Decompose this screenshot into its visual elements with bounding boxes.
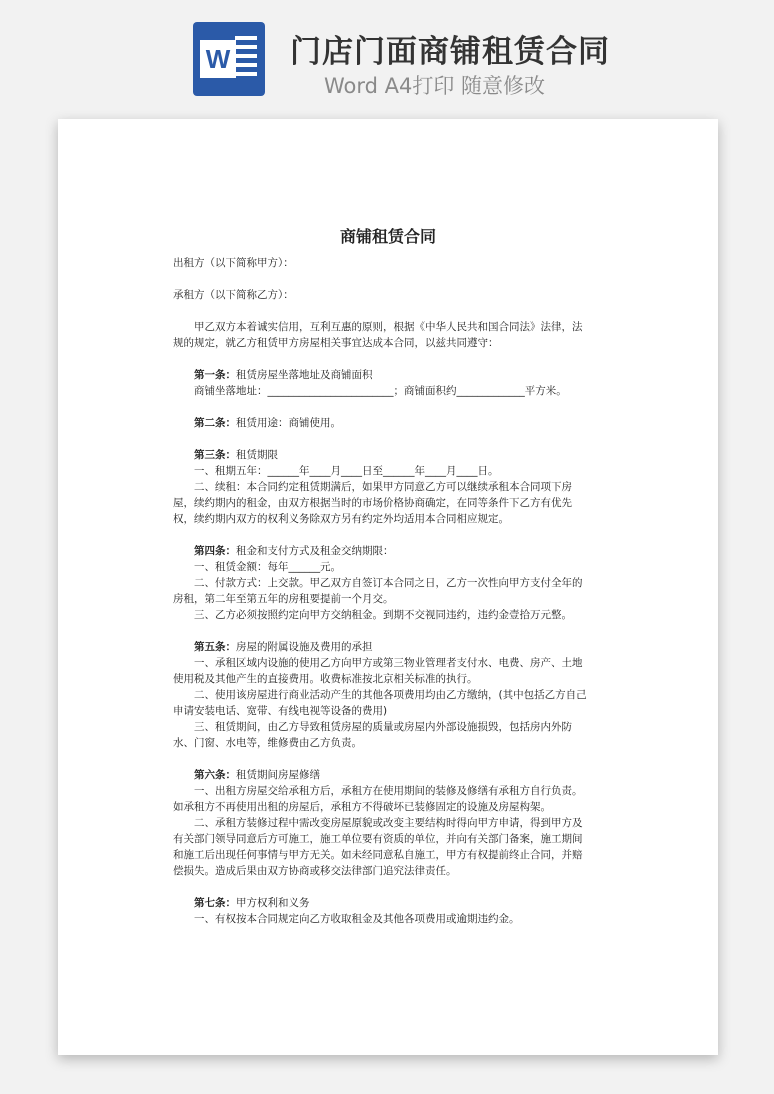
- article-line: 商铺坐落地址：________________________；商铺面积约_____________平方米。: [194, 385, 567, 397]
- article-line: 一、租期五年：______年____月____日至______年____月____日。: [194, 465, 499, 477]
- article-label: 第七条：: [194, 897, 236, 909]
- article-title: 甲方权利和义务: [236, 897, 310, 909]
- article-label: 第一条：: [194, 369, 236, 381]
- article-2-heading: [173, 415, 603, 431]
- document-page: [58, 119, 718, 1055]
- article-title: 租金和支付方式及租金交纳期限：: [236, 545, 394, 557]
- document-title: 商铺租赁合同: [339, 227, 436, 246]
- header-subtitle: Word A4打印 随意修改: [324, 74, 546, 98]
- article-line: 三、乙方必须按照约定向甲方交纳租金。到期不交视同违约，违约金壹拾万元整。: [194, 609, 572, 621]
- article-line: 使用税及其他产生的直接费用。收费标准按北京相关标准的执行。: [173, 673, 478, 685]
- article-7-heading: [173, 895, 603, 911]
- article-3-heading: [173, 447, 603, 463]
- article-line: 权，续约期内双方的权利义务除双方另有约定外均适用本合同相应规定。: [173, 513, 509, 525]
- article-line: 和施工后出现任何事情与甲方无关。如未经同意私自施工，甲方有权提前终止合同，并赔: [173, 849, 583, 861]
- article-line: 二、使用该房屋进行商业活动产生的其他各项费用均由乙方缴纳，(其中包括乙方自己: [194, 689, 587, 701]
- article-label: 第五条：: [194, 641, 236, 653]
- article-title: 房屋的附属设施及费用的承担: [236, 641, 373, 653]
- article-line: 水、门窗、水电等，维修费由乙方负责。: [173, 737, 362, 749]
- header: [0, 0, 774, 110]
- article-1-heading: [173, 367, 603, 383]
- article-title: 租赁房屋坐落地址及商铺面积: [236, 369, 373, 381]
- article-title: 租赁用途：商铺使用。: [236, 417, 341, 429]
- article-line: 三、租赁期间，由乙方导致租赁房屋的质量或房屋内外部设施损毁，包括房内外防: [194, 721, 572, 733]
- article-5-heading: [173, 639, 603, 655]
- article-title: 租赁期间房屋修缮: [236, 769, 320, 781]
- article-line: 一、有权按本合同规定向乙方收取租金及其他各项费用或逾期违约金。: [194, 913, 520, 925]
- party-b-line: 承租方（以下简称乙方）：: [173, 289, 294, 301]
- article-line: 房租，第二年至第五年的房租要提前一个月交。: [173, 593, 394, 605]
- article-label: 第六条：: [194, 769, 236, 781]
- word-icon: [193, 22, 265, 96]
- article-line: 申请安装电话、宽带、有线电视等设备的费用): [173, 705, 388, 717]
- article-line: 二、付款方式：上交款。甲乙双方自签订本合同之日，乙方一次性向甲方支付全年的: [194, 577, 583, 589]
- intro-line: 规的规定，就乙方租赁甲方房屋相关事宜达成本合同，以兹共同遵守：: [173, 337, 499, 349]
- header-title: 门店门面商铺租赁合同: [290, 34, 610, 70]
- article-6-heading: [173, 767, 603, 783]
- article-label: 第三条：: [194, 449, 236, 461]
- article-line: 一、租赁金额：每年______元。: [194, 561, 341, 573]
- article-line: 二、续租：本合同约定租赁期满后，如果甲方同意乙方可以继续承租本合同项下房: [194, 481, 572, 493]
- article-label: 第四条：: [194, 545, 236, 557]
- word-icon-lines: [235, 36, 257, 81]
- article-line: 偿损失。造成后果由双方协商或移交法律部门追究法律责任。: [173, 865, 457, 877]
- article-label: 第二条：: [194, 417, 236, 429]
- article-line: 如承租方不再使用出租的房屋后，承租方不得破坏已装修固定的设施及房屋构架。: [173, 801, 551, 813]
- article-line: 屋，续约期内的租金，由双方根据当时的市场价格协商确定，在同等条件下乙方有优先: [173, 497, 572, 509]
- word-icon-letter: W: [200, 40, 236, 78]
- article-title: 租赁期限: [236, 449, 278, 461]
- article-4-heading: [173, 543, 603, 559]
- document-body: [173, 227, 603, 927]
- article-line: 二、承租方装修过程中需改变房屋原貌或改变主要结构时得向甲方申请，得到甲方及: [194, 817, 583, 829]
- party-a-line: 出租方（以下简称甲方）：: [173, 257, 294, 269]
- intro-line: 甲乙双方本着诚实信用，互利互惠的原则，根据《中华人民共和国合同法》法律，法: [194, 321, 583, 333]
- article-line: 一、出租方房屋交给承租方后，承租方在使用期间的装修及修缮有承租方自行负责。: [194, 785, 583, 797]
- article-line: 有关部门领导同意后方可施工，施工单位要有资质的单位，并向有关部门备案，施工期间: [173, 833, 583, 845]
- article-line: 一、承租区域内设施的使用乙方向甲方或第三物业管理者支付水、电费、房产、土地: [194, 657, 583, 669]
